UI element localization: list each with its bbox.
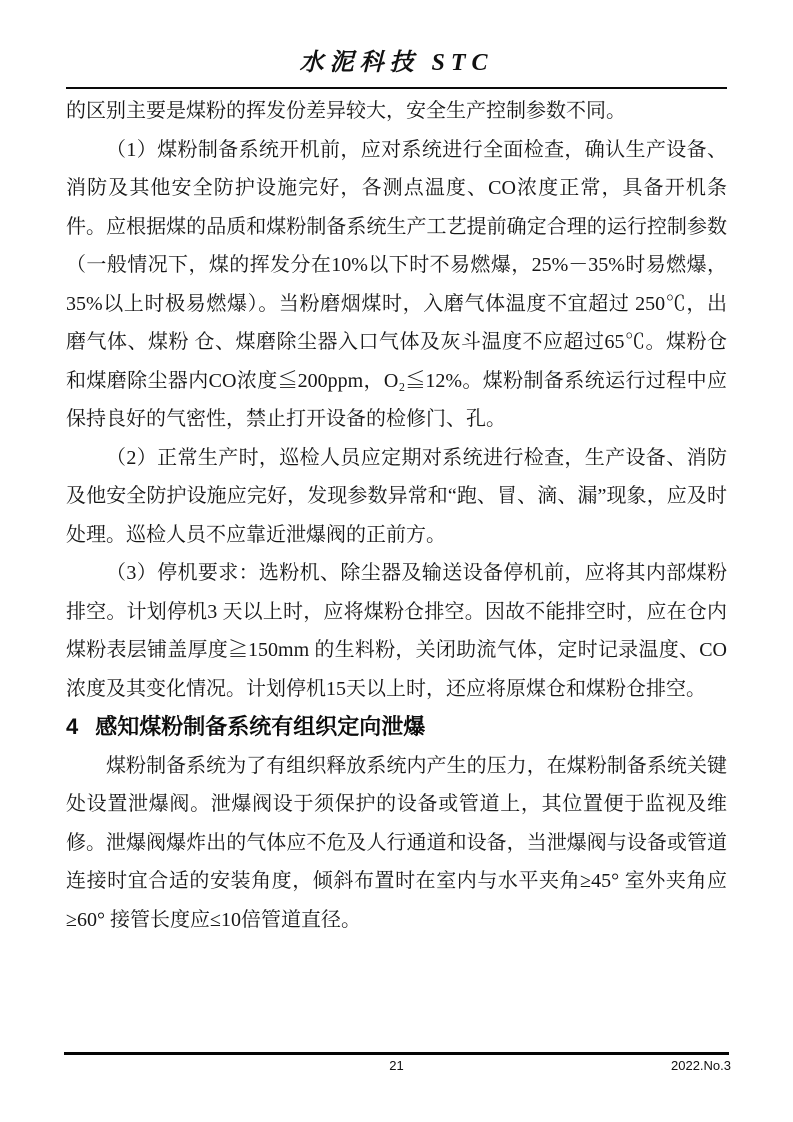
journal-title: 水泥科技 STC xyxy=(299,50,494,76)
footer-divider xyxy=(64,1052,729,1055)
paragraph-item-3: （3）停机要求：选粉机、除尘器及输送设备停机前，应将其内部煤粉排空。计划停机3 天以上时，应将煤粉仓排空。因故不能排空时，应在仓内煤粉表层铺盖厚度≧150mm 的生料粉，关闭助流气体，定时记录温度、CO浓度及其变化情况。计划停机15天以上时，还应将原煤仓和煤粉仓排空。 xyxy=(66,562,727,700)
section-heading xyxy=(66,708,727,747)
paragraph-item-1: （1）煤粉制备系统开机前，应对系统进行全面检查，确认生产设备、 消防及其他安全防护设施完好，各测点温度、CO浓度正常，具备开机条件。应根据煤的品质和煤粉制备系统生产工艺提前确定合理的运行控制参数（一般情况下，煤的挥发分在10%以下时不易燃爆，25%－35%时易燃爆，35%以上时极易燃爆）。当粉磨烟煤时，入磨气体温度不宜超过 250℃，出磨气体、煤粉 仓、煤磨除尘器入口气体及灰斗温度不应超过65℃。煤粉仓和煤磨除尘器内CO浓度≦200ppm，O₂≦12%。煤粉制备系统运行过程中应保持良好的气密性，禁止打开设备的检修门、孔。 xyxy=(66,138,727,430)
paragraph-item-2: （2）正常生产时，巡检人员应定期对系统进行检查，生产设备、消防及他安全防护设施应完好，发现参数异常和“跑、冒、滴、漏”现象，应及时处理。巡检人员不应靠近泄爆阀的正前方。 xyxy=(66,446,727,546)
page-number: 21 xyxy=(389,1058,404,1073)
section-number: 4 xyxy=(66,714,79,739)
paragraph-continuation: 的区别主要是煤粉的挥发份差异较大，安全生产控制参数不同。 xyxy=(66,100,626,122)
header-divider xyxy=(66,87,727,89)
issue-number: 2022.No.3 xyxy=(671,1058,731,1073)
paragraph-section-body: 煤粉制备系统为了有组织释放系统内产生的压力，在煤粉制备系统关键处设置泄爆阀。泄爆阀设于须保护的设备或管道上，其位置便于监视及维修。泄爆阀爆炸出的气体应不危及人行通道和设备，当泄爆阀与设备或管道连接时宜合适的安装角度，倾斜布置时在室内与水平夹角≥45° 室外夹角应≥60° 接管长度应≤10倍管道直径。 xyxy=(66,754,727,931)
document-body xyxy=(66,92,727,939)
section-title: 感知煤粉制备系统有组织定向泄爆 xyxy=(95,714,426,739)
